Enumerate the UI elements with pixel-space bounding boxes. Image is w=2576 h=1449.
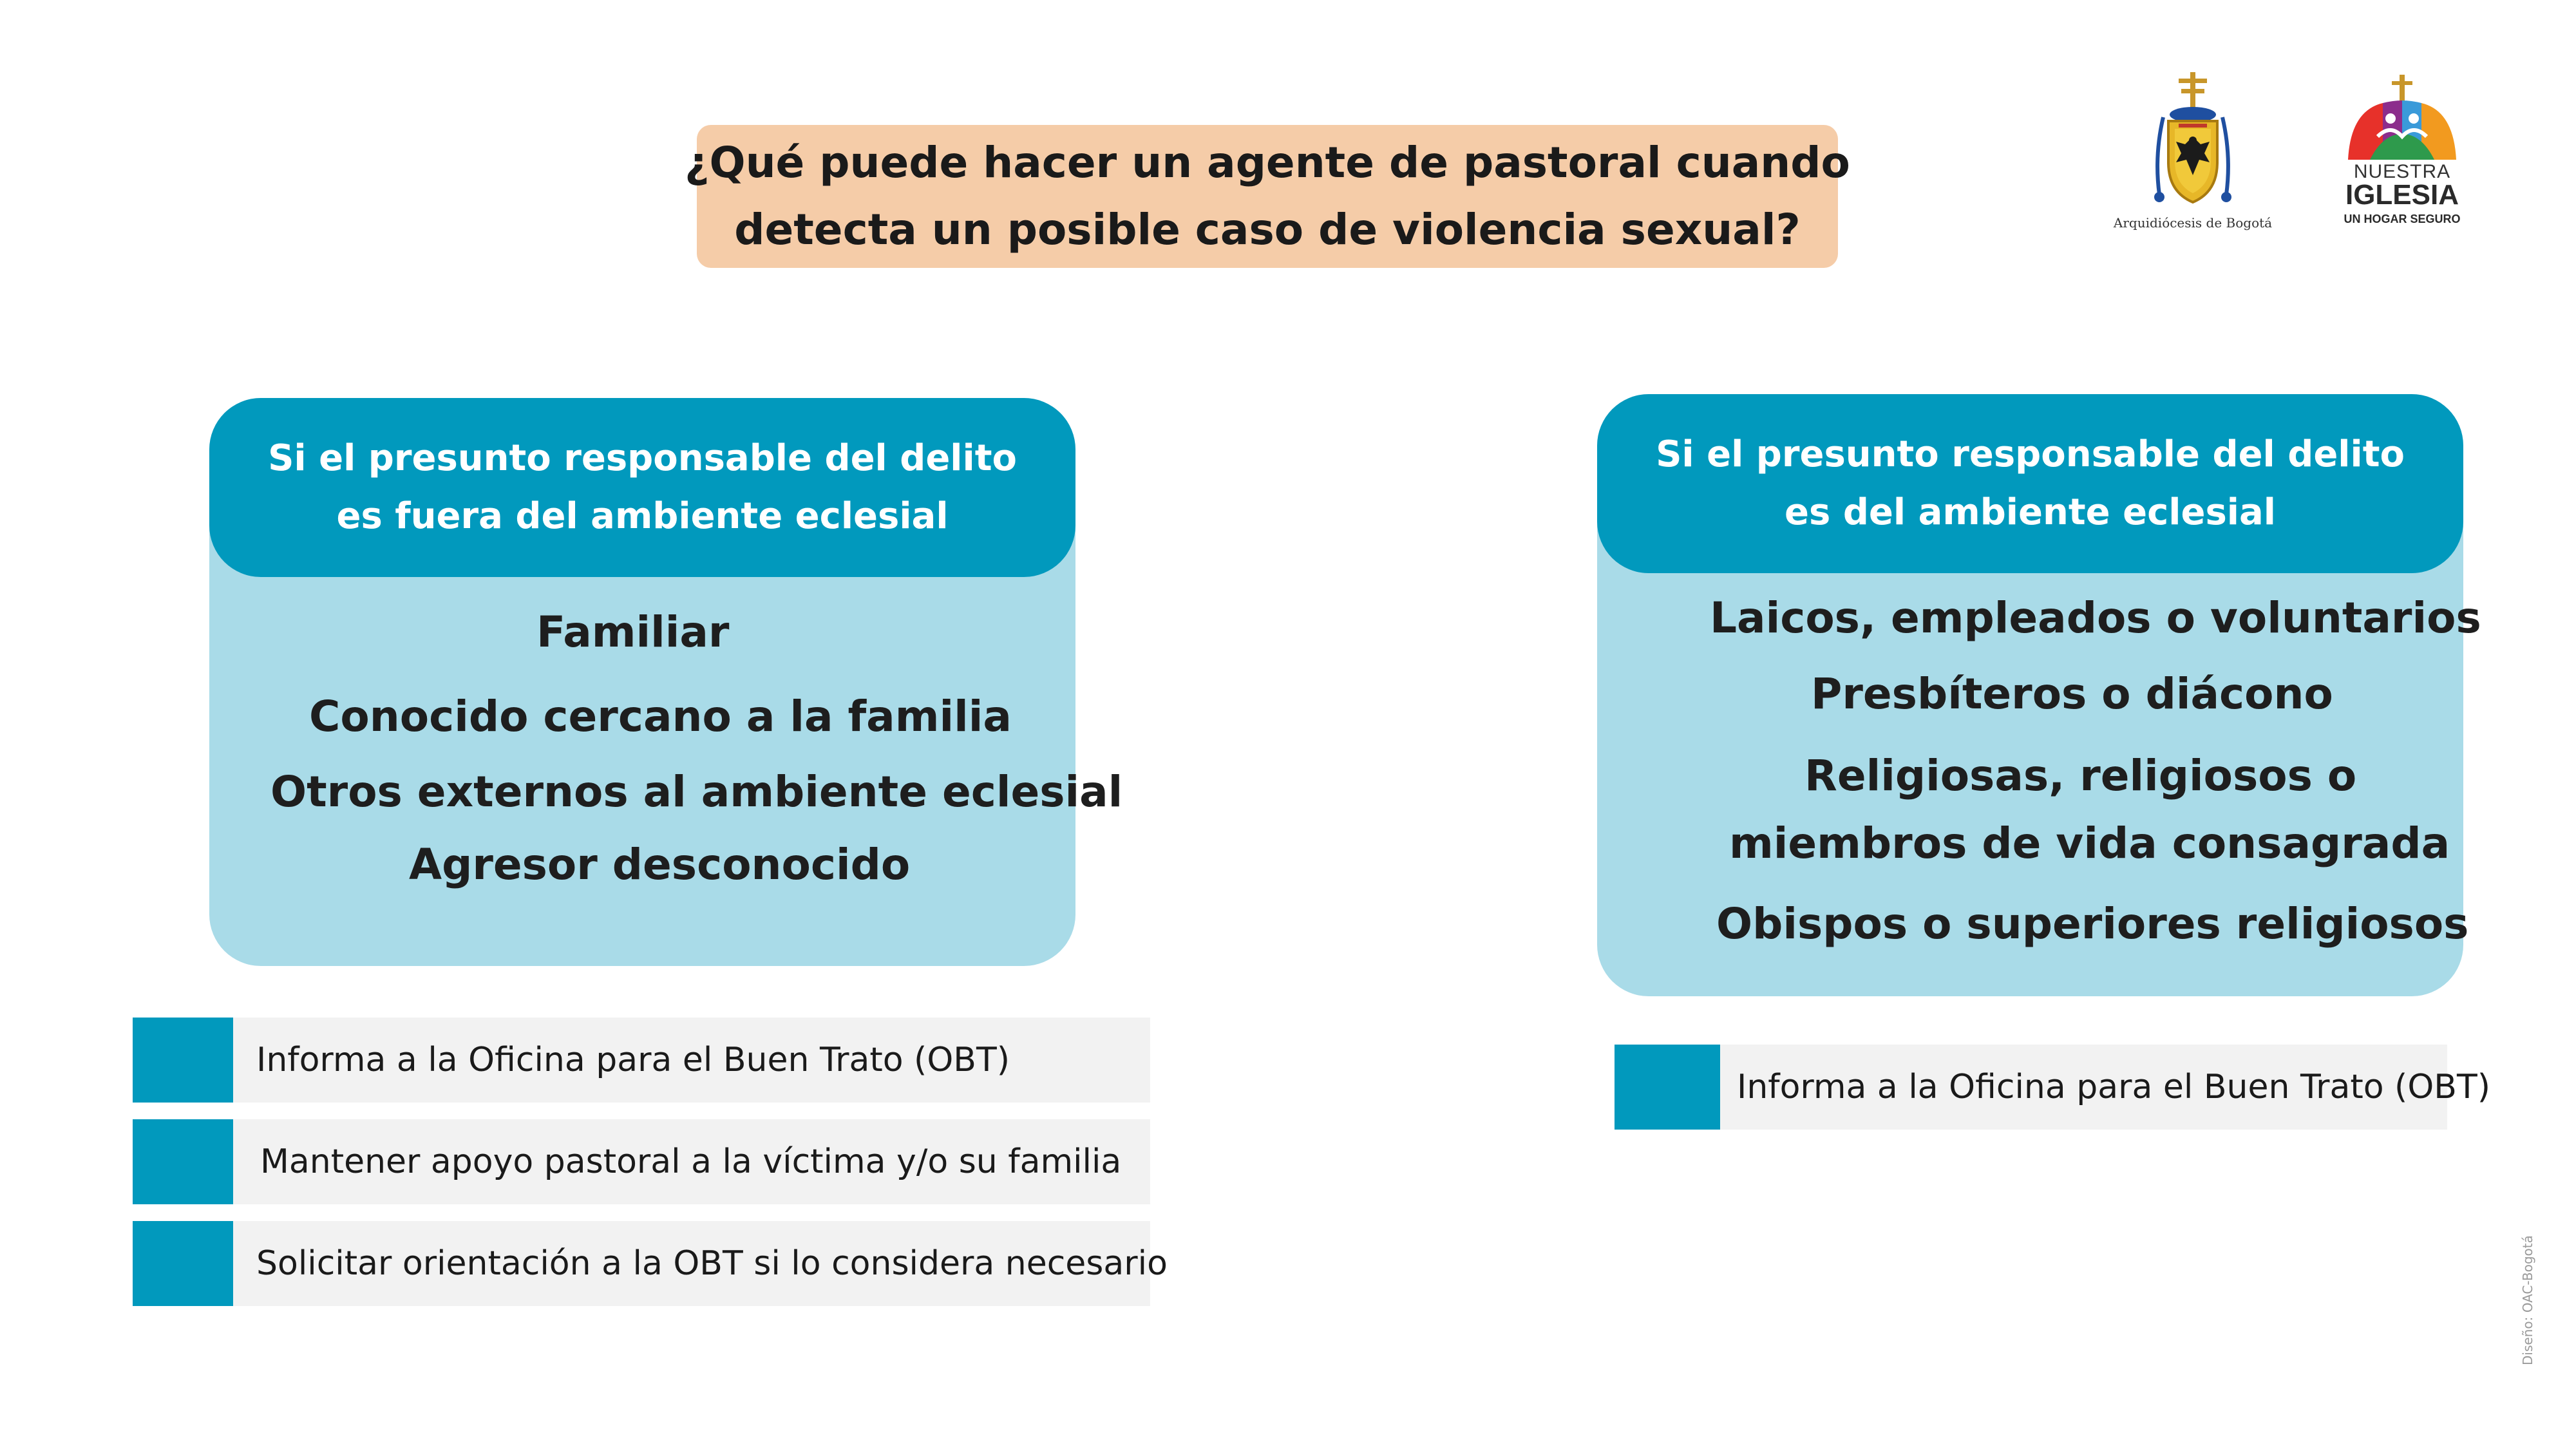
nuestra-iglesia-line2: IGLESIA <box>2345 179 2459 211</box>
archdiocese-caption: Arquidiócesis de Bogotá <box>2113 215 2273 231</box>
action-bar-marker <box>133 1018 233 1103</box>
nuestra-iglesia-logo-icon <box>2344 72 2460 162</box>
action-bar-marker <box>133 1221 233 1306</box>
left-item: Otros externos al ambiente eclesial <box>270 767 1123 817</box>
action-bar-marker <box>133 1119 233 1204</box>
action-bar <box>133 1018 1150 1103</box>
left-item: Conocido cercano a la familia <box>309 692 1012 741</box>
action-bar-marker <box>1615 1045 1720 1130</box>
archdiocese-logo <box>2096 72 2289 240</box>
left-header-line-2: es fuera del ambiente eclesial <box>336 495 949 537</box>
right-header-line-2: es del ambiente eclesial <box>1785 491 2276 533</box>
right-item: Presbíteros o diácono <box>1811 669 2333 719</box>
archdiocese-coat-of-arms-icon <box>2141 72 2244 211</box>
action-bar <box>133 1119 1150 1204</box>
left-panel-header <box>209 398 1075 577</box>
action-bar-text: Informa a la Oficina para el Buen Trato (OBT) <box>1737 1068 2490 1106</box>
right-panel-header <box>1597 394 2463 573</box>
left-header-line-1: Si el presunto responsable del delito <box>268 437 1017 479</box>
right-header-line-1: Si el presunto responsable del delito <box>1656 433 2405 475</box>
left-item: Familiar <box>536 607 730 657</box>
left-item: Agresor desconocido <box>409 840 911 889</box>
action-bar-text: Solicitar orientación a la OBT si lo considera necesario <box>256 1244 1168 1283</box>
action-bar-text: Mantener apoyo pastoral a la víctima y/o su familia <box>260 1142 1122 1181</box>
nuestra-iglesia-line3: UN HOGAR SEGURO <box>2344 213 2461 225</box>
right-item: miembros de vida consagrada <box>1729 819 2450 868</box>
title-line-1: ¿Qué puede hacer un agente de pastoral cuando <box>685 138 1850 187</box>
nuestra-iglesia-logo <box>2338 72 2467 240</box>
title-line-2: detecta un posible caso de violencia sexual? <box>734 205 1801 254</box>
page-title <box>685 125 1850 268</box>
nuestra-iglesia-line1: NUESTRA <box>2353 161 2451 182</box>
right-panel <box>1597 394 2481 996</box>
action-bar <box>133 1221 1168 1306</box>
action-bar <box>1615 1045 2490 1130</box>
right-item: Obispos o superiores religiosos <box>1716 899 2469 949</box>
right-item: Laicos, empleados o voluntarios <box>1710 593 2481 643</box>
left-panel <box>209 398 1123 966</box>
right-item: Religiosas, religiosos o <box>1804 751 2357 800</box>
design-credit: Diseño: OAC-Bogotá <box>2520 1235 2535 1365</box>
action-bar-text: Informa a la Oficina para el Buen Trato (OBT) <box>256 1041 1010 1079</box>
